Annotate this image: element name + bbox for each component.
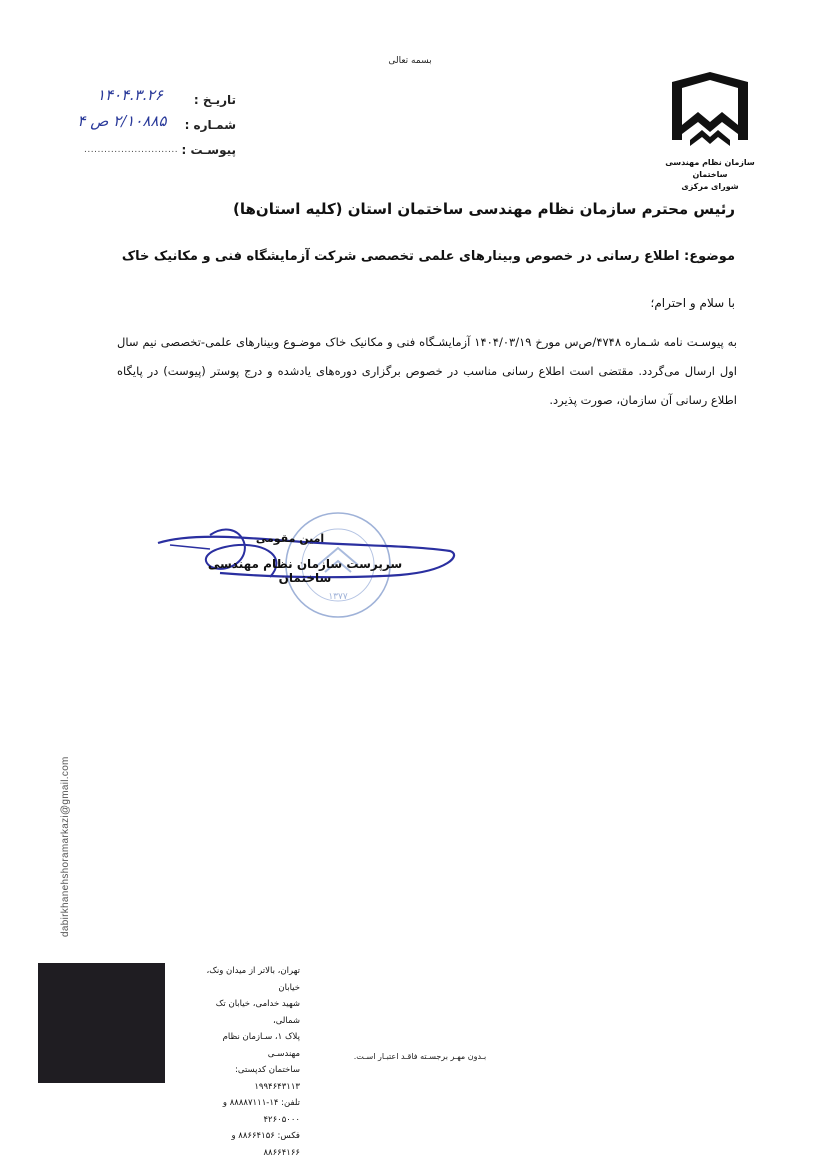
stamp-year: ۱۳۷۷ — [328, 592, 348, 602]
letter-body: به پیوسـت نامه شـماره ۴۷۴۸/ص‌س مورخ ۱۴۰۴/۰۳/۱۹ آزمایشـگاه فنی و مکانیک خاک موضـوع وبینارهای علمی-تخصصی نیم سال اول ارسال می‌گردد. مقتضی است اطلاع رسانی مناسب در خصوص برگزاری دوره‌های یادشده و درج پوستر (پیوست) در پایگاه اطلاع رسانی آن سازمان، صورت پذیرد. — [117, 335, 737, 407]
organization-name-line1: سازمان نظام مهندسی ساختمان — [665, 158, 755, 179]
organization-name — [660, 157, 760, 193]
signatory-title: سرپرست سازمان نظام مهندسی ساختمان — [207, 557, 403, 585]
address-line: شهید خدامی، خیابان تک شمالی، — [215, 999, 300, 1026]
footer-black-block — [38, 963, 165, 1083]
bismillah: بسمه تعالی — [388, 56, 432, 66]
address-line: پلاک ۱، سـازمان نظام مهندسـی — [222, 1032, 300, 1059]
attachment-label: پیوسـت : — [181, 143, 236, 157]
side-email: dabirkhanehshoramarkazi@gmail.com — [60, 756, 71, 937]
signatory-name: امین مقومی — [255, 532, 325, 545]
number-value: ۲/۱۰۸۸۵ ص ۴ — [77, 112, 167, 130]
recipient-line: رئیس محترم سازمان نظام مهندسی ساختمان استان (کلیه استان‌ها) — [233, 200, 735, 218]
address-line: ساختمان کدپستی: ۱۹۹۴۶۴۳۱۱۳ — [235, 1065, 300, 1092]
footer-validity-note: بـدون مهـر برجسـته فاقـد اعتبـار اسـت. — [353, 1052, 487, 1061]
subject-line: موضوع: اطلاع رسانی در خصوص وبینارهای علمی تخصصی شرکت آزمایشگاه فنی و مکانیک خاک — [121, 249, 735, 264]
date-label: تاریـخ : — [193, 93, 236, 107]
address-line: تلفن: ۱۴-۸۸۸۸۷۱۱۱ و ۴۲۶۰۵۰۰۰ — [222, 1098, 300, 1125]
number-label: شمـاره : — [184, 118, 236, 132]
greeting: با سلام و احترام؛ — [650, 296, 735, 310]
address-line: تهران، بالاتر از میدان ونک، خیابان — [206, 966, 300, 993]
address-line: فکس: ۸۸۶۶۴۱۵۶ و ۸۸۶۶۴۱۶۶ — [231, 1131, 300, 1158]
date-value: ۱۴۰۴.۳.۲۶ — [97, 86, 163, 104]
attachment-value: ............................ — [84, 145, 179, 155]
footer-address — [205, 963, 300, 1161]
organization-name-line2: شورای مرکزی — [681, 182, 739, 191]
